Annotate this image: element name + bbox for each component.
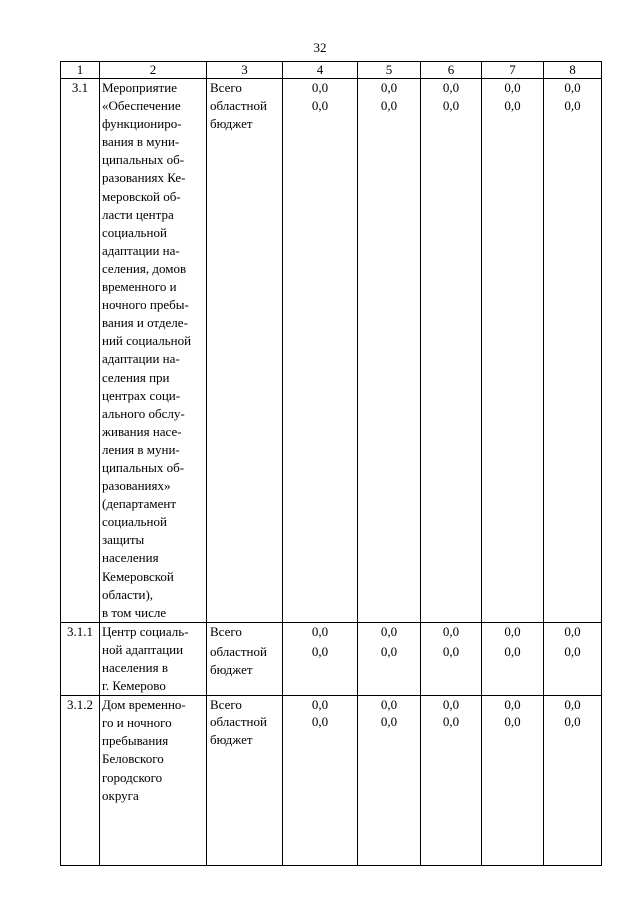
value-total: 0,0 <box>358 696 421 714</box>
value-budget: 0,0 <box>421 643 482 696</box>
value-total: 0,0 <box>358 622 421 642</box>
value-budget: 0,0 <box>421 97 482 622</box>
table-row <box>61 79 602 97</box>
value-budget: 0,0 <box>283 713 358 866</box>
row-name: Центр социаль- ной адаптации населения в г. Кемерово <box>100 622 207 695</box>
value-total: 0,0 <box>283 622 358 642</box>
table-row <box>61 622 602 642</box>
value-budget: 0,0 <box>358 97 421 622</box>
value-total: 0,0 <box>421 696 482 714</box>
value-total: 0,0 <box>482 79 544 97</box>
value-total: 0,0 <box>482 696 544 714</box>
value-budget: 0,0 <box>544 97 602 622</box>
value-budget: 0,0 <box>358 713 421 866</box>
page-number: 32 <box>313 40 327 55</box>
value-budget: 0,0 <box>482 643 544 696</box>
value-budget: 0,0 <box>283 643 358 696</box>
value-total: 0,0 <box>544 79 602 97</box>
value-budget: 0,0 <box>421 713 482 866</box>
col-header: 7 <box>482 62 544 79</box>
table-row <box>61 696 602 714</box>
col-header: 8 <box>544 62 602 79</box>
source-total: Всего <box>207 696 283 714</box>
value-total: 0,0 <box>482 622 544 642</box>
row-code: 3.1 <box>61 79 100 623</box>
col-header: 2 <box>100 62 207 79</box>
source-budget: областной бюджет <box>207 97 283 622</box>
col-header: 5 <box>358 62 421 79</box>
value-budget: 0,0 <box>482 713 544 866</box>
value-budget: 0,0 <box>358 643 421 696</box>
value-total: 0,0 <box>421 79 482 97</box>
value-budget: 0,0 <box>544 713 602 866</box>
source-budget: областной бюджет <box>207 643 283 696</box>
value-total: 0,0 <box>283 79 358 97</box>
col-header: 6 <box>421 62 482 79</box>
row-code: 3.1.2 <box>61 696 100 866</box>
header-row <box>61 62 602 79</box>
row-name: Мероприятие «Обеспечение функциониро- вания в муни- ципальных об- разованиях Ке- меровской об- ласти центра социальной адаптации на- селения, домов временного и ночного пребы- вания и отделе- ний социальной адаптации на- селения при центрах соци- ального обслу- живания насе- ления в муни- ципальных об- разованиях» (департамент социальной защиты населения Кемеровской области), в том числе <box>100 79 207 623</box>
value-budget: 0,0 <box>482 97 544 622</box>
row-code: 3.1.1 <box>61 622 100 695</box>
value-budget: 0,0 <box>544 643 602 696</box>
col-header: 4 <box>283 62 358 79</box>
source-total: Всего <box>207 79 283 97</box>
value-total: 0,0 <box>544 622 602 642</box>
col-header: 3 <box>207 62 283 79</box>
source-total: Всего <box>207 622 283 642</box>
value-total: 0,0 <box>421 622 482 642</box>
value-total: 0,0 <box>358 79 421 97</box>
value-budget: 0,0 <box>283 97 358 622</box>
col-header: 1 <box>61 62 100 79</box>
value-total: 0,0 <box>283 696 358 714</box>
value-total: 0,0 <box>544 696 602 714</box>
budget-table <box>60 61 602 866</box>
row-name: Дом временно- го и ночного пребывания Беловского городского округа <box>100 696 207 866</box>
source-budget: областной бюджет <box>207 713 283 866</box>
